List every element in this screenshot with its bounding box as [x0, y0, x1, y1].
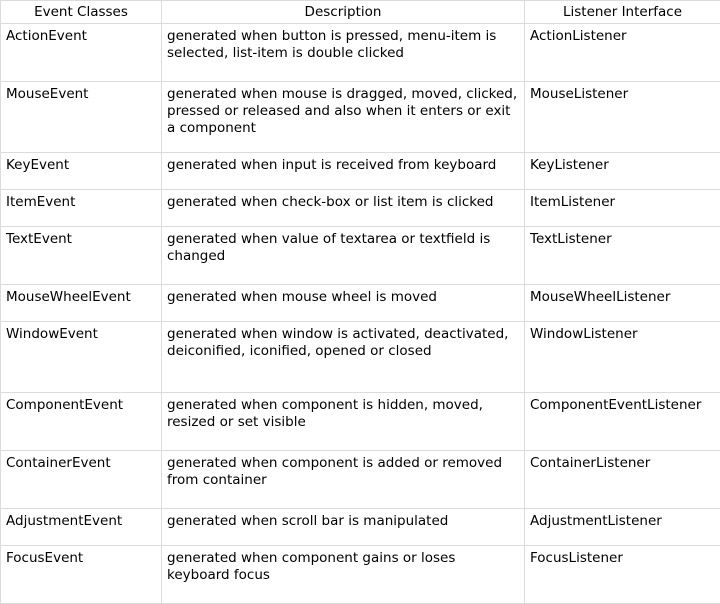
event-class-cell: TextEvent: [1, 227, 162, 285]
listener-cell: ContainerListener: [525, 451, 720, 509]
event-class-cell: FocusEvent: [1, 546, 162, 604]
header-listener-interface: Listener Interface: [525, 1, 720, 24]
listener-cell: AdjustmentListener: [525, 509, 720, 546]
header-event-classes: Event Classes: [1, 1, 162, 24]
listener-cell: TextListener: [525, 227, 720, 285]
description-cell: generated when component gains or loses keyboard focus: [162, 546, 525, 604]
event-class-cell: WindowEvent: [1, 322, 162, 393]
description-cell: generated when window is activated, deactivated, deiconified, iconified, opened or closed: [162, 322, 525, 393]
description-cell: generated when component is hidden, moved, resized or set visible: [162, 393, 525, 451]
description-cell: generated when input is received from keyboard: [162, 153, 525, 190]
event-class-cell: MouseEvent: [1, 82, 162, 153]
table-row: [1, 24, 720, 82]
description-cell: generated when mouse is dragged, moved, clicked, pressed or released and also when it enters or exit a component: [162, 82, 525, 153]
event-class-cell: KeyEvent: [1, 153, 162, 190]
event-class-cell: ContainerEvent: [1, 451, 162, 509]
event-class-cell: MouseWheelEvent: [1, 285, 162, 322]
table-row: [1, 393, 720, 451]
table-row: [1, 153, 720, 190]
table-row: [1, 82, 720, 153]
listener-cell: FocusListener: [525, 546, 720, 604]
description-cell: generated when mouse wheel is moved: [162, 285, 525, 322]
description-cell: generated when value of textarea or textfield is changed: [162, 227, 525, 285]
event-class-cell: AdjustmentEvent: [1, 509, 162, 546]
table-row: [1, 227, 720, 285]
table-header-row: [1, 1, 720, 24]
description-cell: generated when button is pressed, menu-item is selected, list-item is double clicked: [162, 24, 525, 82]
listener-cell: KeyListener: [525, 153, 720, 190]
event-class-cell: ActionEvent: [1, 24, 162, 82]
table-row: [1, 451, 720, 509]
listener-cell: ItemListener: [525, 190, 720, 227]
header-description: Description: [162, 1, 525, 24]
listener-cell: MouseWheelListener: [525, 285, 720, 322]
description-cell: generated when component is added or removed from container: [162, 451, 525, 509]
table-row: [1, 285, 720, 322]
listener-cell: MouseListener: [525, 82, 720, 153]
table-row: [1, 322, 720, 393]
listener-cell: WindowListener: [525, 322, 720, 393]
table-row: [1, 190, 720, 227]
description-cell: generated when check-box or list item is clicked: [162, 190, 525, 227]
table-row: [1, 546, 720, 604]
description-cell: generated when scroll bar is manipulated: [162, 509, 525, 546]
listener-cell: ComponentEventListener: [525, 393, 720, 451]
event-class-cell: ComponentEvent: [1, 393, 162, 451]
event-class-cell: ItemEvent: [1, 190, 162, 227]
listener-cell: ActionListener: [525, 24, 720, 82]
